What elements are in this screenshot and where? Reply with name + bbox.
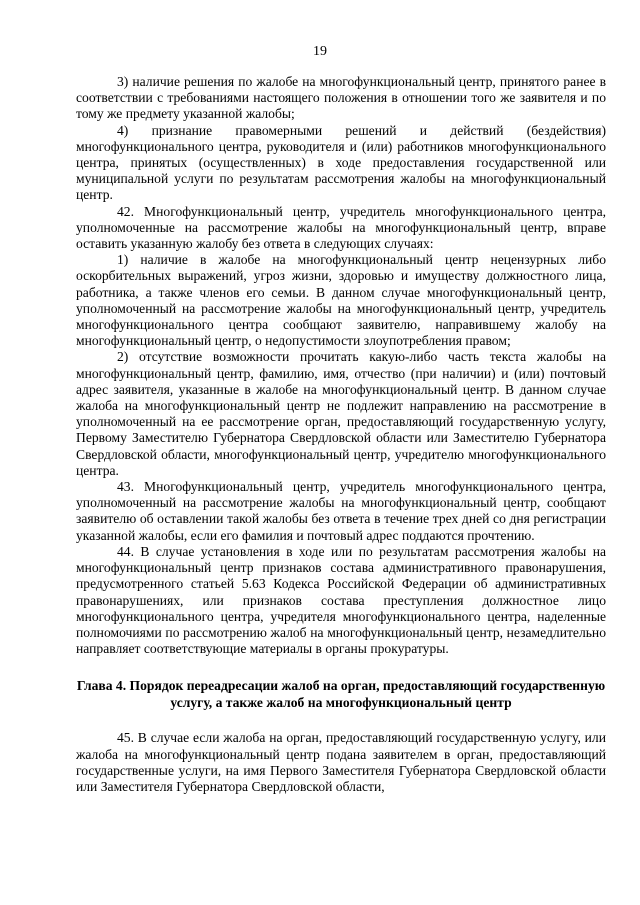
paragraph-44: 44. В случае установления в ходе или по результатам рассмотрения жалобы на многофункциональный центр признаков состава административного правонарушения, предусмотренного статьей 5.63 Кодекса Российской Федерации об административных правонарушениях, или признаков состава преступления должностное лицо многофункционального центра, учредителя многофункционального центра, наделенные полномочиями по рассмотрению жалоб на многофункциональный центр, незамедлительно направляет соответствующие материалы в органы прокуратуры. (76, 543, 606, 657)
paragraph-42-item-1: 1) наличие в жалобе на многофункциональный центр нецензурных либо оскорбительных выражений, угроз жизни, здоровью и имуществу должностного лица, работника, а также членов его семьи. В данном случае многофункциональный центр, уполномоченный на рассмотрение жалобы на многофункциональный центр, учредитель многофункционального центра сообщают заявителю, направившему жалобу на многофункциональный центр, о недопустимости злоупотребления правом; (76, 252, 606, 349)
chapter-heading: Глава 4. Порядок переадресации жалоб на орган, предоставляющий государственную услугу, а также жалоб на многофункциональный центр (76, 678, 606, 711)
paragraph-42: 42. Многофункциональный центр, учредитель многофункционального центра, уполномоченные на рассмотрение жалобы на многофункциональный центр, вправе оставить указанную жалобу без ответа в следующих случаях: (76, 203, 606, 252)
document-body (76, 74, 606, 795)
paragraph-45: 45. В случае если жалоба на орган, предоставляющий государственную услугу, или жалоба на многофункциональный центр подана заявителем в орган, предоставляющий государственные услуги, на имя Первого Заместителя Губернатора Свердловской области или Заместителя Губернатора Свердловской области, (76, 730, 606, 794)
paragraph-43: 43. Многофункциональный центр, учредитель многофункционального центра, уполномоченный на рассмотрение жалобы на многофункциональный центр, сообщают заявителю об оставлении такой жалобы без ответа в течение трех дней со дня регистрации указанной жалобы, если его фамилия и почтовый адрес поддаются прочтению. (76, 479, 606, 543)
paragraph-item-3: 3) наличие решения по жалобе на многофункциональный центр, принятого ранее в соответствии с требованиями настоящего положения в отношении того же заявителя и по тому же предмету указанной жалобы; (76, 74, 606, 122)
page-number: 19 (313, 44, 327, 59)
paragraph-42-item-2: 2) отсутствие возможности прочитать какую-либо часть текста жалобы на многофункциональный центр, фамилию, имя, отчество (при наличии) и (или) почтовый адрес заявителя, указанные в жалобе на многофункциональный центр. В данном случае жалоба на многофункциональный центр не подлежит направлению на рассмотрение в уполномоченный на ее рассмотрение орган, предоставляющий государственную услугу, Первому Заместителю Губернатора Свердловской области или Заместителю Губернатора Свердловской области, многофункциональный центр, учредителю многофункционального центра. (76, 349, 606, 478)
paragraph-item-4: 4) признание правомерными решений и действий (бездействия) многофункционального центра, руководителя и (или) работников многофункционального центра, принятых (осуществленных) в ходе предоставления государственной или муниципальной услуги по результатам рассмотрения жалобы на многофункциональный центр. (76, 122, 606, 203)
